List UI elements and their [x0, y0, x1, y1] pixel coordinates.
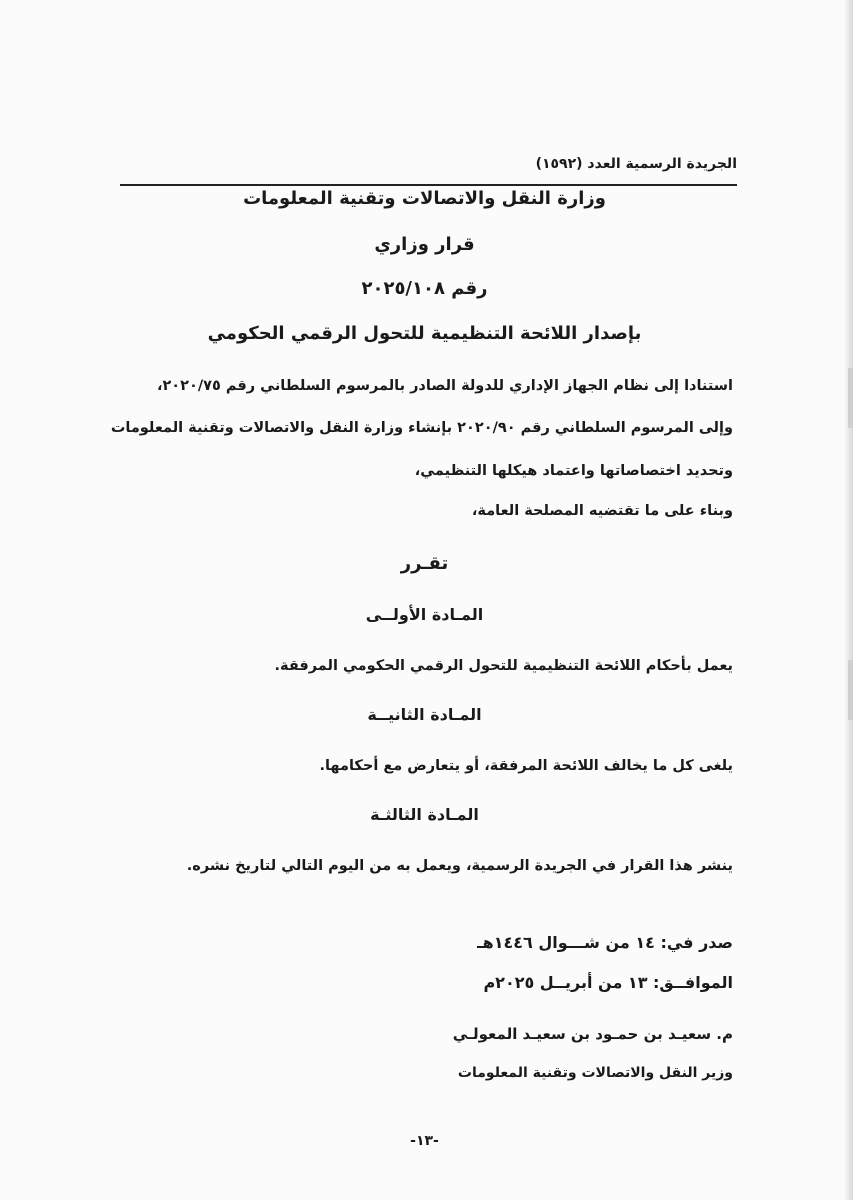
- signatory-name: م. سعيـد بن حمـود بن سعيـد المعولـي: [452, 1025, 733, 1043]
- article-heading: المـادة الثالثـة: [370, 805, 479, 824]
- article-heading: المـادة الثانيــة: [367, 705, 482, 724]
- preamble-line: وإلى المرسوم السلطاني رقم ٢٠٢٠/٩٠ بإنشاء وزارة النقل والاتصالات وتقنية المعلومات: [110, 420, 733, 436]
- page-number: -١٣-: [410, 1133, 439, 1149]
- article-text: ينشر هذا القرار في الجريدة الرسمية، ويعمل به من اليوم التالي لتاريخ نشره.: [186, 858, 733, 874]
- ministry-title: وزارة النقل والاتصالات وتقنية المعلومات: [243, 188, 606, 209]
- signatory-title: وزير النقل والاتصالات وتقنية المعلومات: [457, 1065, 733, 1081]
- preamble-line: استنادا إلى نظام الجهاز الإداري للدولة الصادر بالمرسوم السلطاني رقم ٢٠٢٠/٧٥،: [156, 378, 733, 394]
- issue-date-gregorian: الموافــق: ١٣ من أبريــل ٢٠٢٥م: [483, 973, 733, 992]
- decision-type: قرار وزاري: [374, 234, 475, 255]
- preamble-line: وبناء على ما تقتضيه المصلحة العامة،: [471, 503, 733, 519]
- page-edge-tab: [848, 368, 853, 428]
- gazette-issue-label: الجريدة الرسمية العدد (١٥٩٢): [535, 156, 737, 172]
- decision-subject: بإصدار اللائحة التنظيمية للتحول الرقمي الحكومي: [207, 323, 642, 344]
- page-edge: [845, 0, 853, 1200]
- gazette-header: [120, 150, 737, 186]
- issue-date-hijri: صدر في: ١٤ من شـــوال ١٤٤٦هـ: [477, 933, 733, 952]
- page-edge-tab: [848, 660, 853, 720]
- article-text: يعمل بأحكام اللائحة التنظيمية للتحول الرقمي الحكومي المرفقة.: [274, 658, 733, 674]
- decision-number: رقم ٢٠٢٥/١٠٨: [361, 278, 488, 299]
- article-text: يلغى كل ما يخالف اللائحة المرفقة، أو يتعارض مع أحكامها.: [319, 758, 733, 774]
- decides-heading: تقـرر: [400, 553, 449, 574]
- preamble-line: وتحديد اختصاصاتها واعتماد هيكلها التنظيمي،: [414, 463, 733, 479]
- article-heading: المـادة الأولــى: [365, 605, 484, 624]
